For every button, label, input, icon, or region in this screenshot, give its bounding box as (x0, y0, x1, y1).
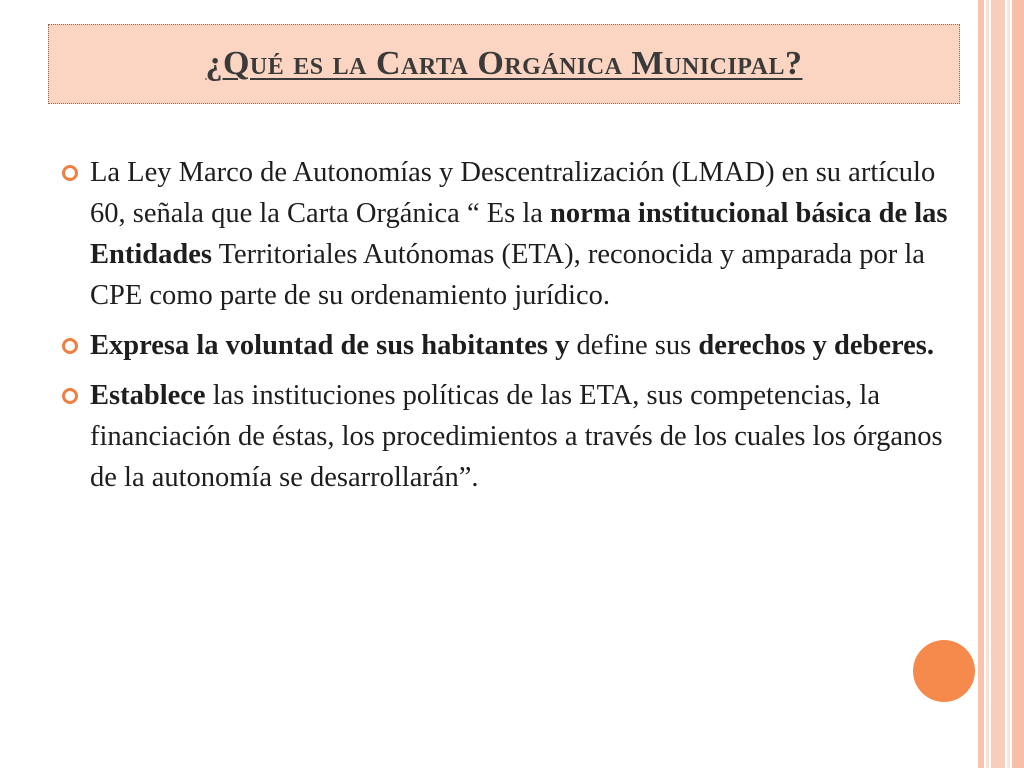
text-segment-bold: derechos y deberes. (698, 330, 934, 361)
slide-title: ¿Qué es la Carta Orgánica Municipal? (205, 45, 803, 82)
bullet-list (62, 152, 962, 507)
bullet-item (62, 152, 962, 316)
text-segment: define sus (569, 330, 699, 361)
decor-stripe (1007, 0, 1010, 768)
bullet-text (90, 380, 943, 493)
decor-stripe (978, 0, 984, 768)
text-segment-bold: Expresa la voluntad de sus habitantes y (90, 330, 570, 361)
text-segment: las instituciones políticas de las ETA, sus competencias, la financiación de éstas, los procedimientos a través de los cuales los órganos de la autonomía se desarrollarán”. (90, 380, 943, 493)
text-segment: La Ley Marco de Autonomías y Descentralización (LMAD) en su artículo 60, señala que la Carta Orgánica “ Es la (90, 157, 936, 229)
decor-stripe (1012, 0, 1024, 768)
text-segment: Territoriales Autónomas (ETA), reconocida y amparada por la CPE como parte de su ordenamiento jurídico. (90, 239, 925, 311)
bullet-ring-icon (62, 338, 78, 354)
bullet-item (62, 375, 962, 498)
decor-circle (913, 640, 975, 702)
bullet-ring-icon (62, 165, 78, 181)
text-segment-bold: norma institucional básica de las Entidades (90, 198, 948, 270)
bullet-item (62, 325, 962, 366)
bullet-text (90, 157, 948, 311)
bullet-ring-icon (62, 388, 78, 404)
title-box (48, 24, 960, 104)
text-segment-bold: Establece (90, 380, 206, 411)
bullet-text (90, 330, 934, 361)
decor-stripe (991, 0, 1005, 768)
decor-stripe (986, 0, 989, 768)
